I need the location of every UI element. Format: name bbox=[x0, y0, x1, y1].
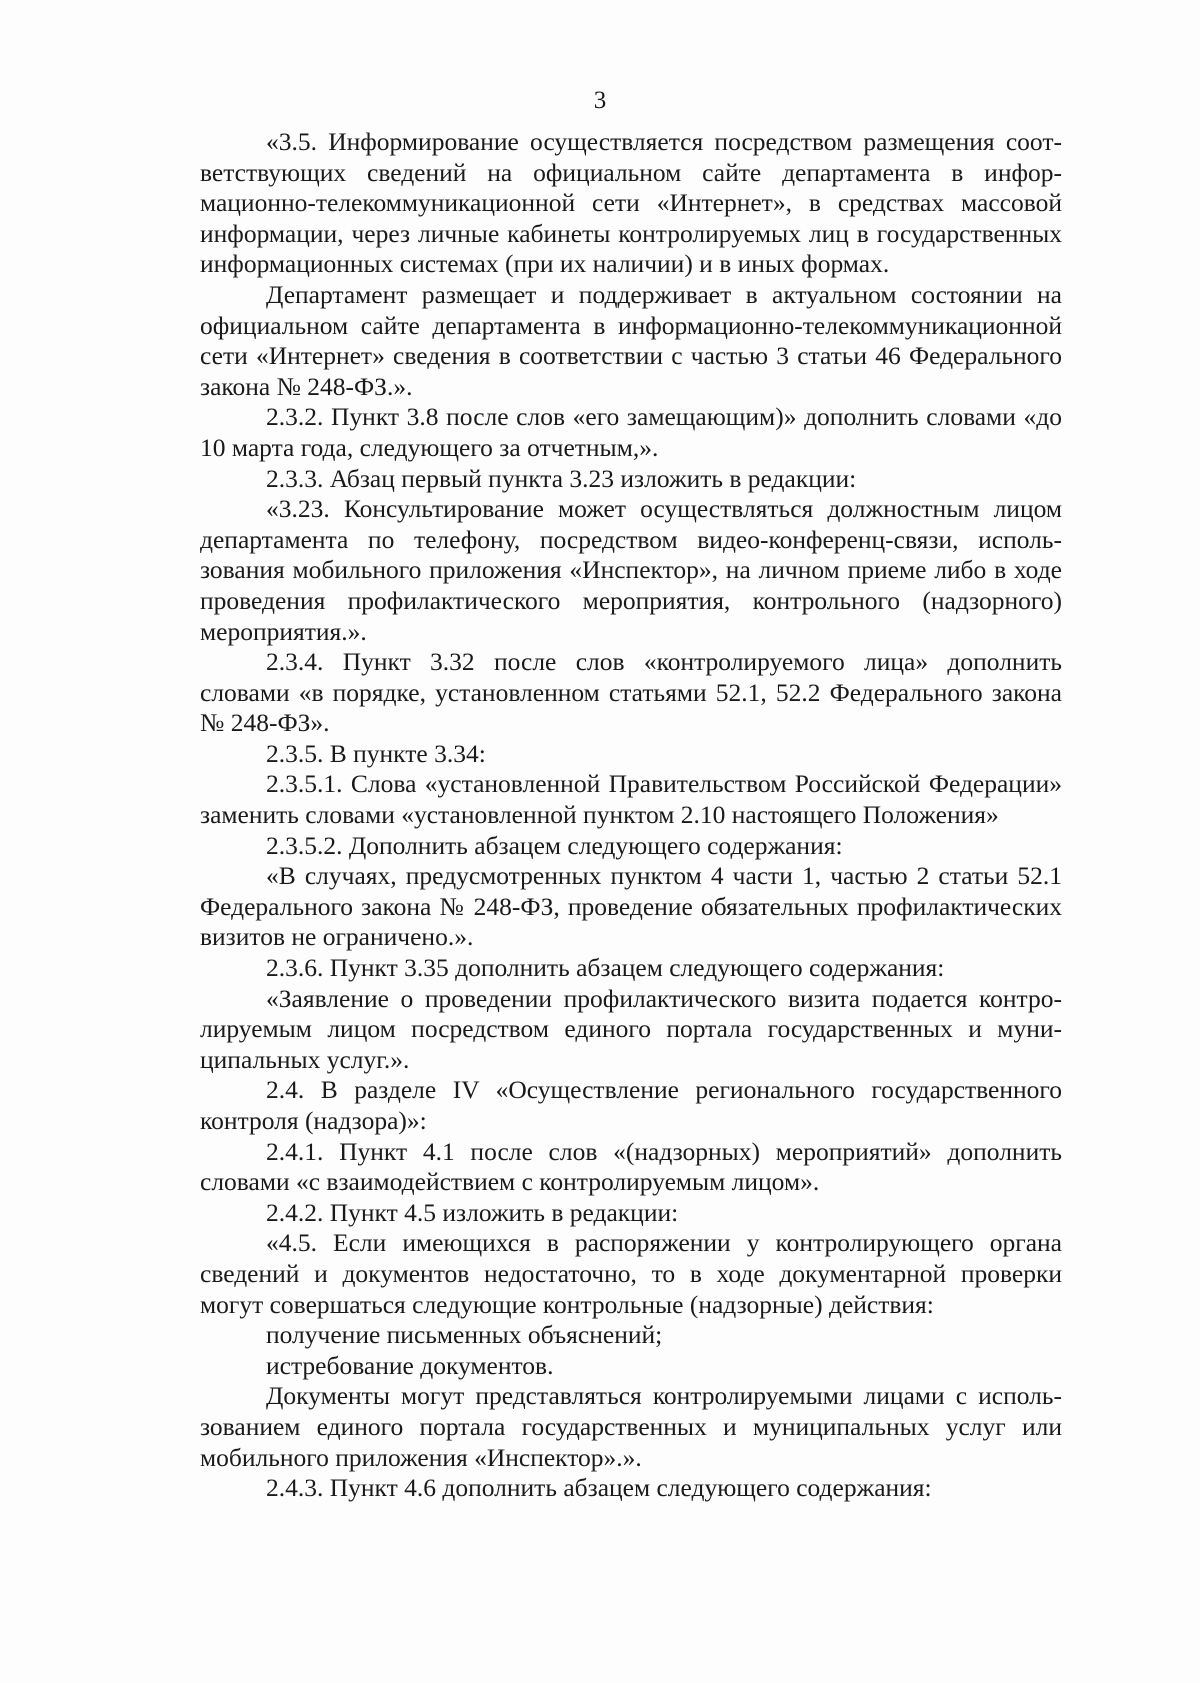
paragraph: «4.5. Если имеющихся в распоряжении у контролирующего органа сведений и документов недостаточно, то в ходе документарной проверки могут совершаться следующие контрольные (надзорные) действия: bbox=[200, 1228, 1062, 1319]
paragraph: 2.4.2. Пункт 4.5 изложить в редакции: bbox=[266, 1197, 679, 1227]
paragraph: Документы могут представляться контролируемыми лицами с использованием единого портала государственных и муниципальных услуг или мобильного приложения «Инспектор».». bbox=[200, 1381, 1062, 1472]
paragraph: получение письменных объяснений; bbox=[266, 1320, 663, 1350]
paragraph: 2.3.3. Абзац первый пункта 3.23 изложить в редакции: bbox=[266, 463, 857, 493]
page-number: 3 bbox=[593, 87, 607, 114]
paragraph: «Заявление о проведении профилактического визита подается контролируемым лицом посредством единого портала государственных и муниципальных услуг.». bbox=[200, 983, 1062, 1074]
paragraph: 2.3.6. Пункт 3.35 дополнить абзацем следующего содержания: bbox=[266, 953, 945, 983]
paragraph: «3.5. Информирование осуществляется посредством размещения соответствующих сведений на официальном сайте департамента в информационно-телекоммуникационной сети «Интернет», в средствах массовой информации, через личные кабинеты контролируемых лиц в государственных информационных системах (при их наличии) и в иных формах. bbox=[200, 127, 1062, 279]
paragraph: 2.4.1. Пункт 4.1 после слов «(надзорных) мероприятий» дополнить словами «с взаимодействием с контролируемым лицом». bbox=[200, 1136, 1062, 1197]
paragraph: 2.3.5.1. Слова «установленной Правительством Российской Федерации» заменить словами «установленной пунктом 2.10 настоящего Положения» bbox=[200, 769, 1062, 830]
paragraph: 2.3.2. Пункт 3.8 после слов «его замещающим)» дополнить словами «до 10 марта года, следующего за отчетным,». bbox=[200, 402, 1062, 462]
paragraph: 2.3.4. Пункт 3.32 после слов «контролируемого лица» дополнить словами «в порядке, установленном статьями 52.1, 52.2 Федерального закона № 248-ФЗ». bbox=[200, 647, 1062, 738]
paragraph: истребование документов. bbox=[266, 1350, 554, 1380]
paragraph: Департамент размещает и поддерживает в актуальном состоянии на официальном сайте департамента в информационно-телекоммуникационной сети «Интернет» сведения в соответствии с частью 3 статьи 46 Федерального закона № 248-ФЗ.». bbox=[200, 279, 1062, 401]
paragraph: 2.4.3. Пункт 4.6 дополнить абзацем следующего содержания: bbox=[266, 1473, 932, 1503]
paragraph: 2.3.5.2. Дополнить абзацем следующего содержания: bbox=[266, 830, 843, 860]
paragraph: «В случаях, предусмотренных пунктом 4 части 1, частью 2 статьи 52.1 Федерального закона № 248-ФЗ, проведение обязательных профилактических визитов не ограничено.». bbox=[200, 861, 1062, 952]
paragraph: 2.3.5. В пункте 3.34: bbox=[266, 738, 486, 768]
paragraph: «3.23. Консультирование может осуществляться должностным лицом департамента по телефону, посредством видео-конференц-связи, использования мобильного приложения «Инспектор», на личном приеме либо в ходе проведения профилактического мероприятия, контрольного (надзорного) мероприятия.». bbox=[200, 494, 1062, 646]
document-body bbox=[200, 127, 1062, 1504]
paragraph: 2.4. В разделе IV «Осуществление регионального государственного контроля (надзора)»: bbox=[200, 1075, 1062, 1135]
